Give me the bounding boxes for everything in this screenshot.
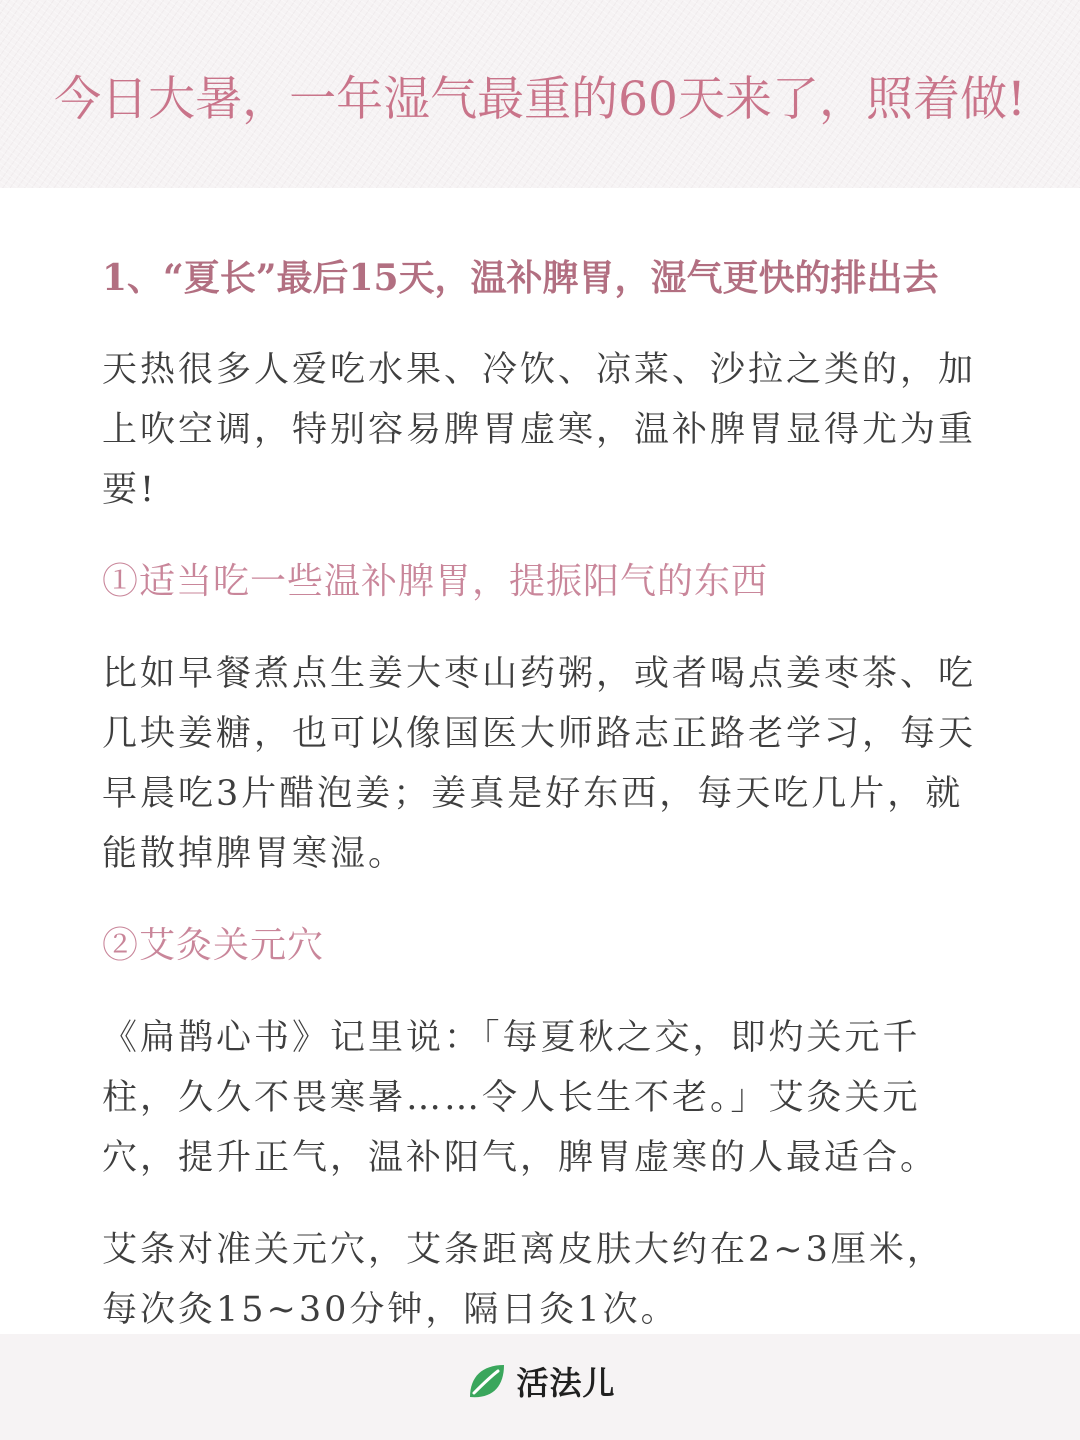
brand <box>0 1358 1080 1404</box>
paragraph: 比如早餐煮点生姜大枣山药粥，或者喝点姜枣茶、吃几块姜糖，也可以像国医大师路志正路老学习，每天早晨吃3片醋泡姜；姜真是好东西，每天吃几片，就能散掉脾胃寒湿。 <box>102 654 977 874</box>
leaf-icon <box>464 1359 508 1403</box>
page-title: 今日大暑，一年湿气最重的60天来了，照着做! <box>54 72 1026 127</box>
paragraph: 天热很多人爱吃水果、冷饮、凉菜、沙拉之类的，加上吹空调，特别容易脾胃虚寒，温补脾胃显得尤为重要! <box>102 350 977 510</box>
paragraph: 艾条对准关元穴，艾条距离皮肤大约在2~3厘米，每次灸15~30分钟，隔日灸1次。 <box>102 1230 945 1330</box>
section-heading: 1、“夏长”最后15天，温补脾胃，湿气更快的排出去 <box>102 257 939 299</box>
sub-heading: ②艾灸关元穴 <box>102 925 325 966</box>
sub-heading: ①适当吃一些温补脾胃，提振阳气的东西 <box>102 561 769 602</box>
article-body <box>102 248 982 1372</box>
footer <box>0 1334 1080 1440</box>
header-banner <box>0 0 1080 188</box>
paragraph: 《扁鹊心书》记里说：「每夏秋之交，即灼关元千柱，久久不畏寒暑……令人长生不老。」艾灸关元穴，提升正气，温补阳气，脾胃虚寒的人最适合。 <box>102 1018 939 1178</box>
brand-name: 活法儿 <box>516 1364 616 1402</box>
